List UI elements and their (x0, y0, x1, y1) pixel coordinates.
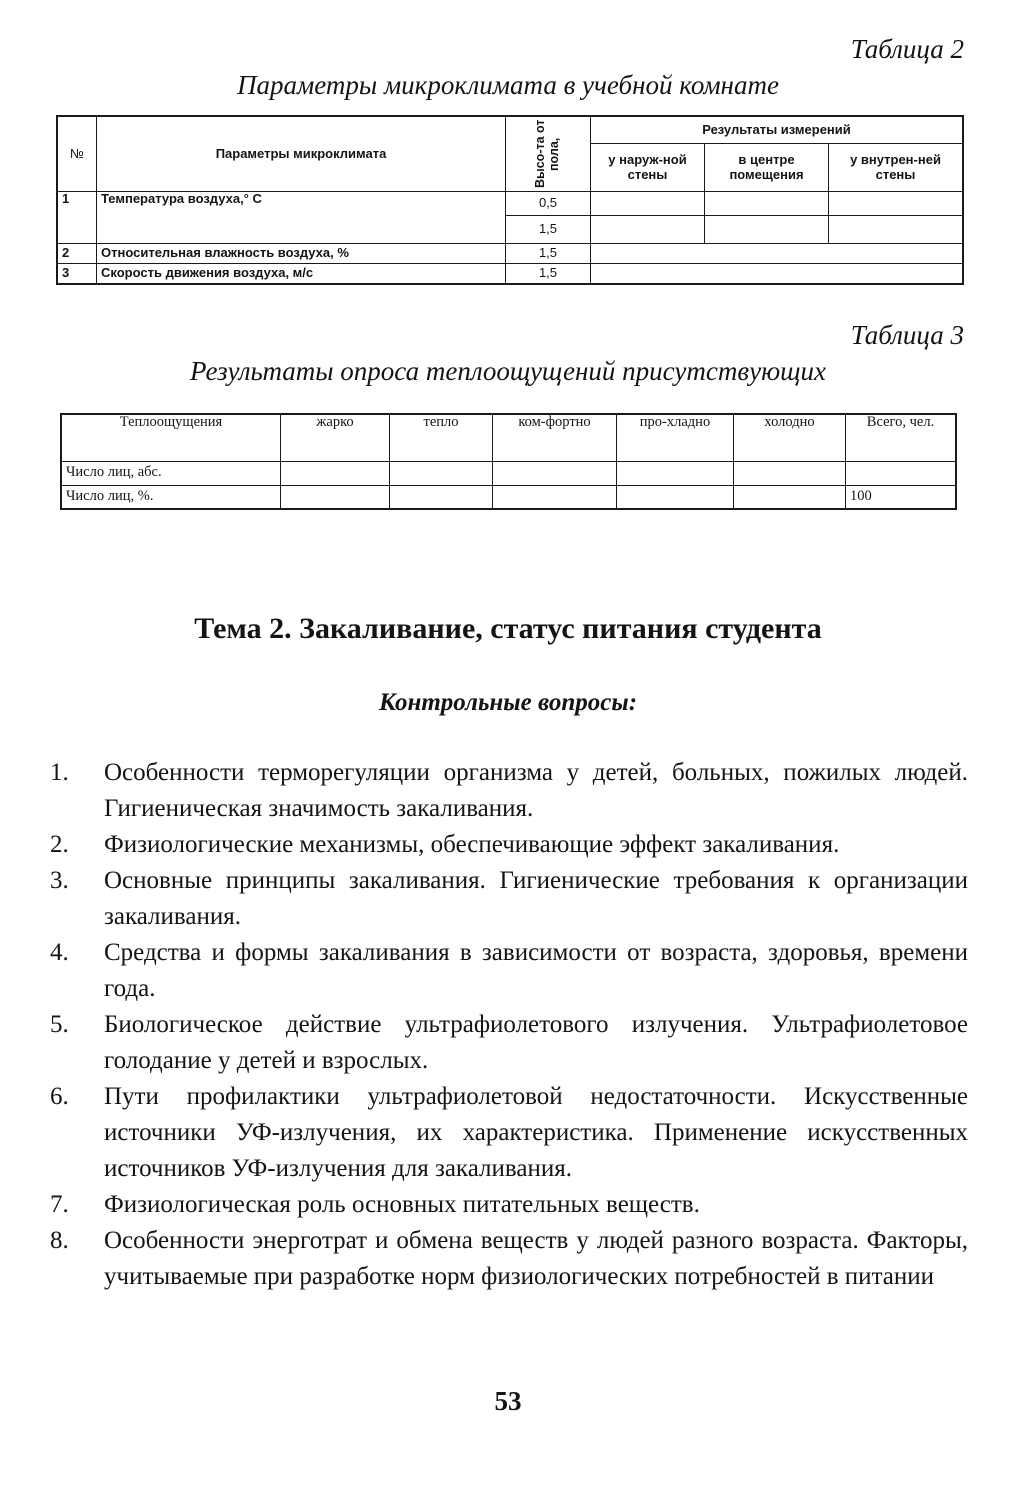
list-item (50, 935, 968, 1007)
table2-header-results: Результаты измерений (591, 116, 964, 144)
table3-cell (493, 461, 617, 485)
question-text: Средства и формы закаливания в зависимости от возраста, здоровья, времени года. (104, 939, 968, 1002)
table3-cell (281, 485, 390, 509)
table2-caption: Таблица 2 (850, 34, 964, 64)
list-item (50, 827, 968, 863)
table3-cell (390, 461, 493, 485)
table3-row-label: Число лиц, абс. (61, 461, 281, 485)
table3-header: про-хладно (617, 414, 734, 461)
table3-header: тепло (390, 414, 493, 461)
table2-header-param: Параметры микроклимата (97, 116, 506, 192)
table3-cell (846, 461, 957, 485)
question-number: 6. (50, 1083, 69, 1110)
table2-row3-param: Скорость движения воздуха, м/с (97, 264, 506, 284)
table2-header-height (506, 116, 591, 192)
question-number: 5. (50, 1011, 69, 1038)
table2-row2-param: Относительная влажность воздуха, % (97, 244, 506, 264)
table2-cell-merged (591, 264, 964, 284)
table2-header-inner: у внутрен-ней стены (829, 144, 964, 192)
question-text: Основные принципы закаливания. Гигиенические требования к организации закаливания. (104, 867, 968, 930)
question-text: Пути профилактики ультрафиолетовой недостаточности. Искусственные источники УФ-излучения, их характеристика. Применение искусственных источников УФ-излучения для закаливания. (104, 1083, 968, 1182)
table2-title: Параметры микроклимата в учебной комнате (237, 70, 779, 100)
table2-cell (705, 192, 829, 216)
thermal-sensation-table (60, 413, 957, 510)
table3-cell (493, 485, 617, 509)
table2-cell-merged (591, 244, 964, 264)
table2-row1-height2: 1,5 (506, 216, 591, 244)
table3-header: Теплоощущения (61, 414, 281, 461)
question-number: 1. (50, 759, 69, 786)
table3-header: ком-фортно (493, 414, 617, 461)
list-item (50, 1187, 968, 1223)
questions-list (50, 755, 968, 1295)
table2-row1-height1: 0,5 (506, 192, 591, 216)
question-text: Физиологические механизмы, обеспечивающие эффект закаливания. (104, 831, 840, 858)
list-item (50, 1079, 968, 1187)
question-number: 3. (50, 867, 69, 894)
table3-cell (617, 485, 734, 509)
table3-total: 100 (846, 485, 957, 509)
question-text: Физиологическая роль основных питательных веществ. (104, 1191, 700, 1218)
table3-caption: Таблица 3 (850, 320, 964, 350)
table2-row3-num: 3 (57, 264, 97, 284)
table2-header-height-text: Высо-та от пола, (533, 119, 561, 189)
question-number: 2. (50, 831, 69, 858)
control-questions-heading: Контрольные вопросы: (378, 689, 638, 716)
question-number: 7. (50, 1191, 69, 1218)
question-text: Особенности терморегуляции организма у детей, больных, пожилых людей. Гигиеническая значимость закаливания. (104, 759, 968, 822)
table2-row1-num: 1 (57, 192, 97, 244)
table3-cell (390, 485, 493, 509)
table2-header-center: в центре помещения (705, 144, 829, 192)
page-number: 53 (494, 1386, 522, 1416)
table2-header-num: № (57, 116, 97, 192)
list-item (50, 1007, 968, 1079)
table3-title: Результаты опроса теплоощущений присутствующих (189, 356, 826, 386)
table2-row2-num: 2 (57, 244, 97, 264)
table3-cell (734, 485, 846, 509)
table2-row3-height: 1,5 (506, 264, 591, 284)
table3-header: Всего, чел. (846, 414, 957, 461)
table3-row-label: Число лиц, %. (61, 485, 281, 509)
list-item (50, 863, 968, 935)
question-number: 4. (50, 939, 69, 966)
list-item (50, 755, 968, 827)
table2-cell (829, 216, 964, 244)
table2-row1-param: Температура воздуха,° С (97, 192, 506, 244)
table3-cell (281, 461, 390, 485)
topic-heading: Тема 2. Закаливание, статус питания студента (194, 612, 822, 645)
table2-cell (591, 216, 705, 244)
table3-cell (617, 461, 734, 485)
table2-cell (591, 192, 705, 216)
question-number: 8. (50, 1227, 69, 1254)
microclimate-table (56, 115, 964, 285)
table2-header-outer: у наруж-ной стены (591, 144, 705, 192)
table2-cell (829, 192, 964, 216)
table3-header: жарко (281, 414, 390, 461)
question-text: Биологическое действие ультрафиолетового излучения. Ультрафиолетовое голодание у детей и взрослых. (104, 1011, 968, 1074)
list-item (50, 1223, 968, 1295)
table2-cell (705, 216, 829, 244)
table3-cell (734, 461, 846, 485)
table2-row2-height: 1,5 (506, 244, 591, 264)
table3-header: холодно (734, 414, 846, 461)
question-text: Особенности энерготрат и обмена веществ у людей разного возраста. Факторы, учитываемые при разработке норм физиологических потребностей в питании (104, 1227, 968, 1290)
